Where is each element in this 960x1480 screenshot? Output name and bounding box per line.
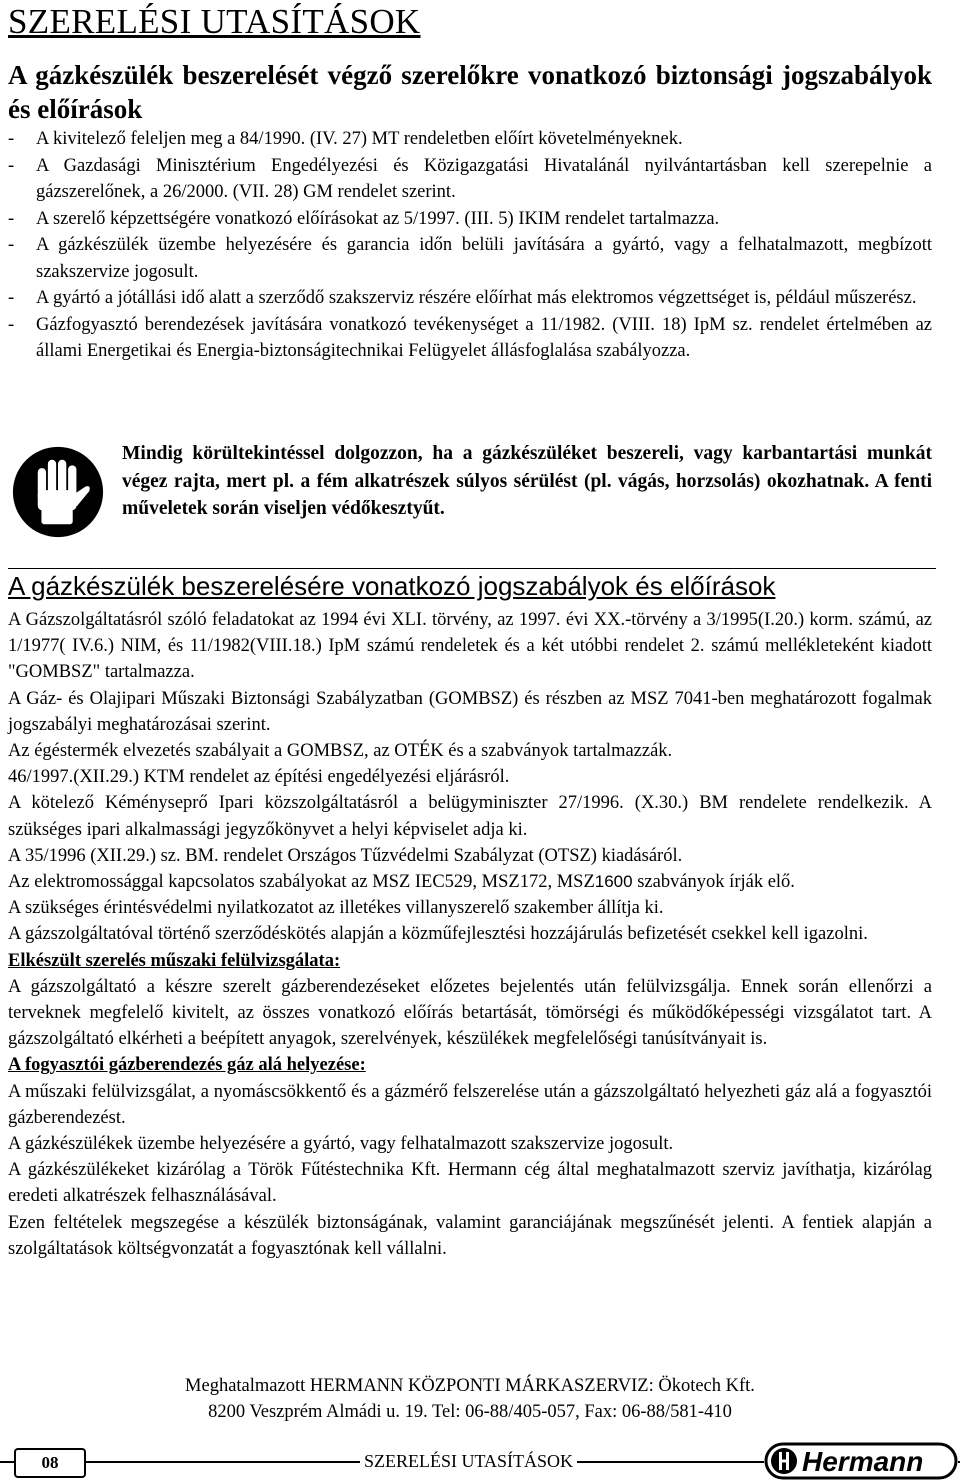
paragraph: 46/1997.(XII.29.) KTM rendelet az építési engedélyezési eljárásról.: [8, 767, 510, 788]
page-title: SZERELÉSI UTASÍTÁSOK: [8, 2, 421, 41]
paragraph: Az égéstermék elvezetés szabályait a GOMBSZ, az OTÉK és a szabványok tartalmazzák.: [8, 741, 673, 762]
paragraph: A gázkészülékek üzembe helyezésére a gyártó, vagy felhatalmazott szakszervize jogosult.: [8, 1134, 674, 1155]
subheading-inspection: Elkészült szerelés műszaki felülvizsgálata:: [8, 950, 341, 971]
list-item: - A szerelő képzettségére vonatkozó előírásokat az 5/1997. (III. 5) IKIM rendelet tartalmazza.: [8, 208, 720, 229]
list-item: - A gyártó a jótállási idő alatt a szerződő szakszerviz részére előírhat más elektromos végzettséget is, például műszerész.: [8, 288, 917, 308]
regulations-body: [8, 607, 932, 1262]
section-safety-title: A gázkészülék beszerelését végző szerelőkre vonatkozó biztonsági jogszabályok és előírások: [8, 60, 932, 124]
page-number: 08: [14, 1448, 86, 1478]
glove-hand-icon: [12, 446, 104, 538]
service-contact-address: 8200 Veszprém Almádi u. 19. Tel: 06-88/405-057, Fax: 06-88/581-410: [208, 1402, 732, 1422]
paragraph: A 35/1996 (XII.29.) sz. BM. rendelet Országos Tűzvédelmi Szabályzat (OTSZ) kiadásáról.: [8, 845, 683, 866]
paragraph: A műszaki felülvizsgálat, a nyomáscsökkentő és a gázmérő felszerelése után a gázszolgáltató helyezheti gáz alá a fogyasztói gázberendezést.: [8, 1081, 932, 1128]
hermann-logo: [764, 1442, 958, 1480]
service-contact-name: Meghatalmazott HERMANN KÖZPONTI MÁRKASZERVIZ: Ökotech Kft.: [185, 1376, 755, 1396]
paragraph: A Gáz- és Olajipari Műszaki Biztonsági Szabályzatban (GOMBSZ) és részben az MSZ 7041-ben meghatározott fogalmak jogszabályi meghatározásai szerint.: [8, 688, 932, 735]
paragraph: A gázszolgáltató a készre szerelt gázberendezéseket előzetes bejelentés után felülvizsgálja. Ennek során ellenőrzi a terveknek megfelelő kivitelt, az összes vonatkozó előírás betartását, tömörségi és működőképességi vizsgálatot tart. A gázszolgáltató elkérheti a beépített anyagok, szerelvények, készülékek megfelelőségi tanúsítványait is.: [8, 976, 932, 1050]
list-item: - A gázkészülék üzembe helyezésére és garancia időn belüli javítására a gyártó, vagy a felhatalmazott, megbízott szakszervize jogosult.: [8, 235, 932, 282]
paragraph: A Gázszolgáltatásról szóló feladatokat az 1994 évi XLI. törvény, az 1997. évi XX.-törvény a 3/1995(I.20.) korm. számú, az 1/1977( IV.6.) NIM, és 11/1982(VIII.18.) IpM számú rendeletek és a két utóbbi rendelet 2. számú mellékleteként kiadott "GOMBSZ" tartalmazza.: [8, 610, 932, 683]
paragraph: Ezen feltételek megszegése a készülék biztonságának, valamint garanciájának megszűnését jelenti. A fentiek alapján a szolgáltatások költségvonzatát a fogyasztónak kell vállalni.: [8, 1212, 932, 1259]
list-item: - A Gazdasági Minisztérium Engedélyezési és Közigazgatási Hivatalánál nyilvántartásban kell szerepelnie a gázszerelőnek, a 26/2000. (VII. 28) GM rendelet szerint.: [8, 155, 932, 202]
subheading-gas-connection: A fogyasztói gázberendezés gáz alá helyezése:: [8, 1055, 366, 1076]
paragraph: A szükséges érintésvédelmi nyilatkozatot az illetékes villanyszerelő szakember állítja ki.: [8, 898, 664, 919]
paragraph: Az elektromossággal kapcsolatos szabályokat az MSZ IEC529, MSZ172, MSZ1600 szabványok írják elő.: [8, 872, 795, 893]
paragraph: A kötelező Kéményseprő Ipari közszolgáltatásról a belügyminiszter 27/1996. (X.30.) BM rendelete rendelkezik. A szükséges ipari alkalmassági jegyzőkönyvet a helyi képviselet adja ki.: [8, 793, 932, 840]
brand-name: Hermann: [802, 1446, 924, 1477]
paragraph: A gázszolgáltatóval történő szerződéskötés alapján a közműfejlesztési hozzájárulás befizetését csekkel kell igazolni.: [8, 924, 868, 945]
section-regulations-title: A gázkészülék beszerelésére vonatkozó jogszabályok és előírások: [8, 571, 776, 601]
list-item: - Gázfogyasztó berendezések javítására vonatkozó tevékenységet a 11/1982. (VIII. 18) IpM sz. rendelet értelmében az állami Energetikai és Energia-biztonságitechnikai Felügyelet állásfoglalása szabályozza.: [8, 314, 932, 361]
section-divider: [8, 568, 936, 569]
footer-title: SZERELÉSI UTASÍTÁSOK: [360, 1449, 577, 1473]
paragraph: A gázkészülékeket kizárólag a Török Fűtéstechnika Kft. Hermann cég által meghatalmazott szerviz javíthatja, kizárólag eredeti alkatrészek felhasználásával.: [8, 1160, 932, 1207]
safety-requirements-list: [8, 126, 932, 365]
safety-warning-text: Mindig körültekintéssel dolgozzon, ha a gázkészüléket beszereli, vagy karbantartási munkát végez rajta, mert pl. a fém alkatrészek súlyos sérülést (pl. vágás, horzsolás) okozhatnak. A fenti műveletek során viseljen védőkesztyűt.: [122, 443, 932, 519]
list-item: - A kivitelező feleljen meg a 84/1990. (IV. 27) MT rendeletben előírt követelményeknek.: [8, 129, 683, 149]
